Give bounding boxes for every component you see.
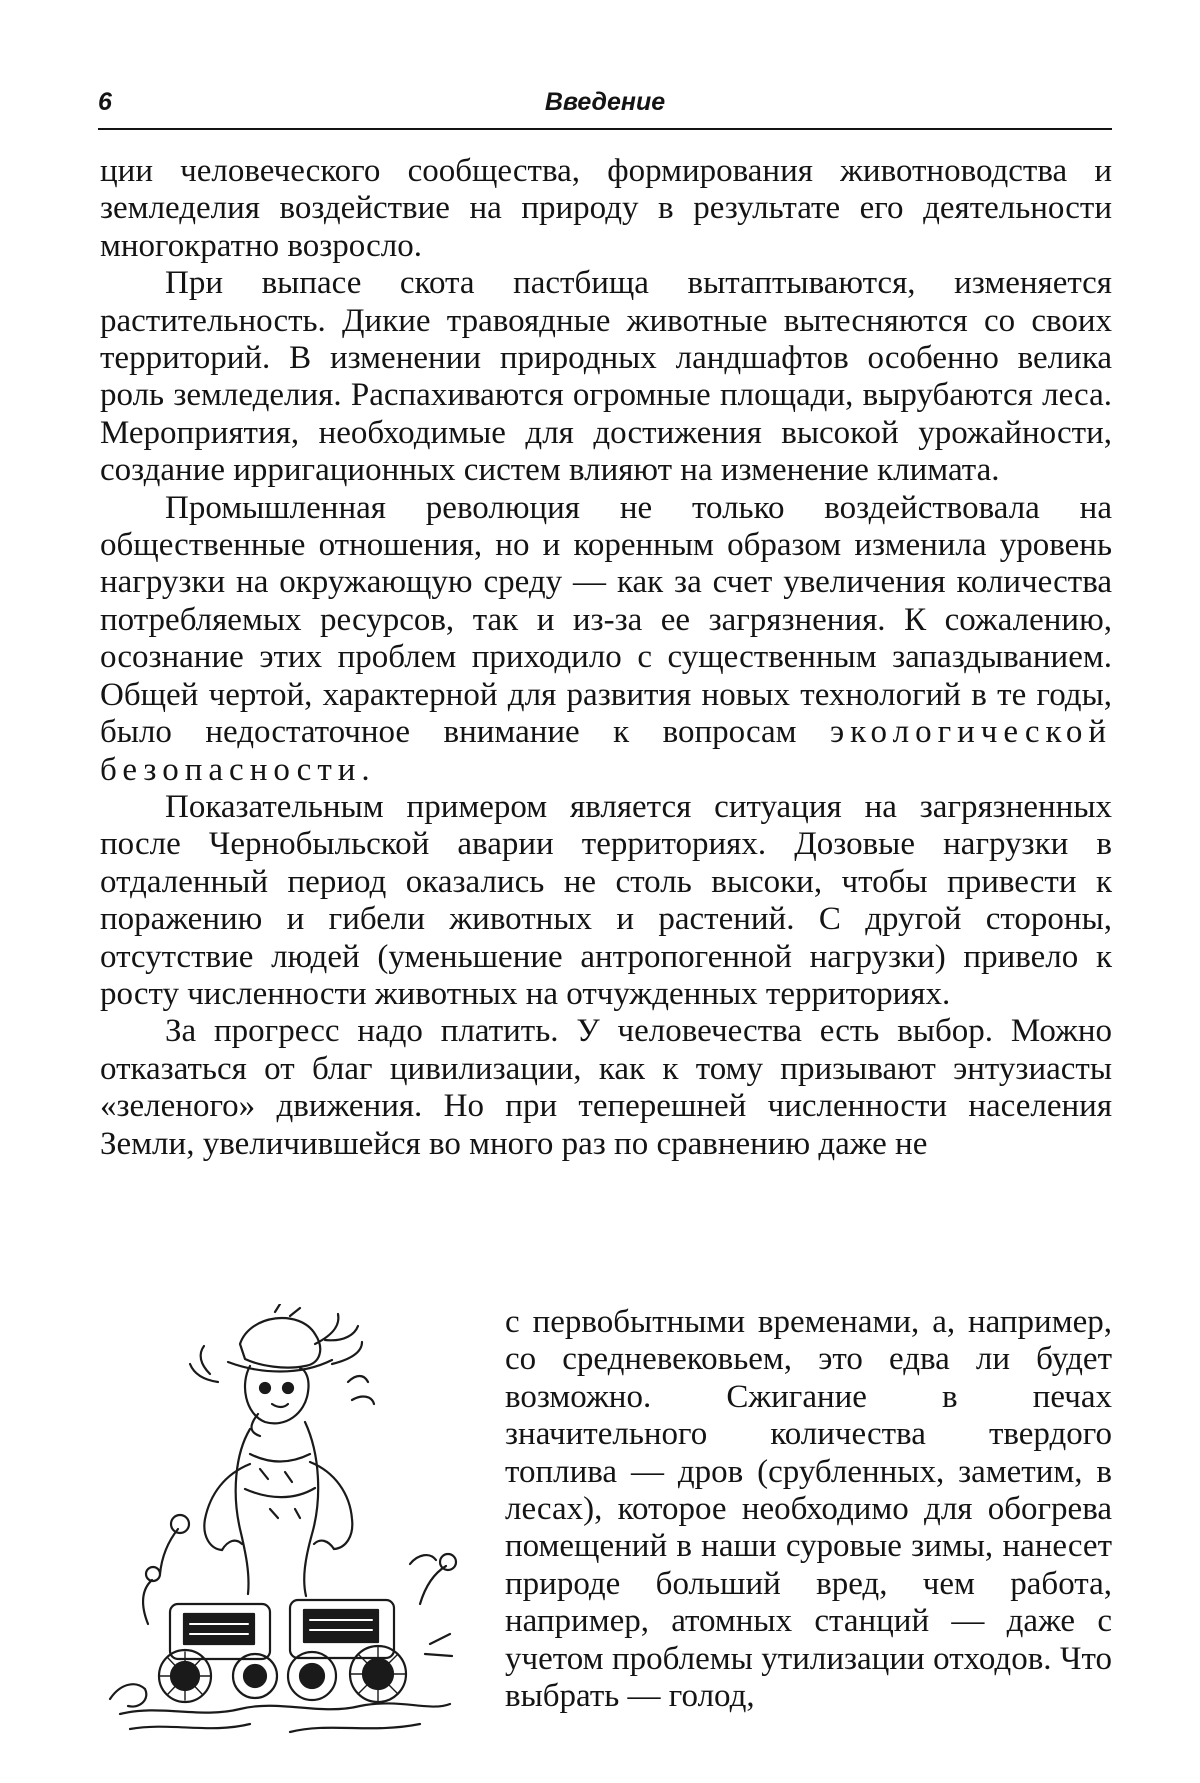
paragraph-3-end: . (361, 751, 370, 788)
paragraph-2: При выпасе скота пастбища вытаптываются, изменяется растительность. Дикие травоядные животные вытесняются со своих территорий. В изменении природных ландшафтов особенно велика роль земледелия. Распахиваются огромные площади, вырубаются леса. Мероприятия, необходимые для достижения высокой урожайности, создание ирригационных систем влияют на изменение климата. (100, 265, 1112, 489)
paragraph-5-wrapped: с первобытными временами, а, например, со средневековьем, это едва ли будет возможно. Сжигание в печах значительного количества твердого топлива — дров (срубленных, заметим, в лесах), которое необходимо для обогрева помещений в наши суровые зимы, нанесет природе больший вред, чем работа, например, атомных станций — даже с учетом проблемы утилизации отходов. Что выбрать — голод, (505, 1304, 1112, 1715)
header-rule (98, 128, 1112, 130)
emphasis-ecological-safety: экологической безопасности (100, 714, 1112, 788)
paragraph-3-text: Промышленная революция не только воздействовала на общественные отношения, но и коренным образом изменила уровень нагрузки на окружающую среду — как за счет увеличения количества потребляемых ресурсов, так и из-за ее загрязнения. К сожалению, осознание этих проблем приходило с существенным запаздыванием. Общей чертой, характерной для развития новых технологий в те годы, было недостаточное внимание к вопросам (100, 489, 1112, 751)
paragraph-1: ции человеческого сообщества, формирования животноводства и земледелия воздействие на природу в результате его деятельности многократно возросло. (100, 153, 1112, 264)
cartoon-tractor-figure-icon (100, 1304, 460, 1744)
main-text (100, 153, 1112, 1163)
running-title: Введение (544, 88, 666, 116)
paragraph-3 (100, 490, 1112, 789)
paragraph-4: Показательным примером является ситуация на загрязненных после Чернобыльской аварии территориях. Дозовые нагрузки в отдаленный период оказались не столь высоки, чтобы привести к поражению и гибели животных и растений. С другой стороны, отсутствие людей (уменьшение антропогенной нагрузки) привело к росту численности животных на отчужденных территориях. (100, 788, 1112, 1012)
paragraph-5: За прогресс надо платить. У человечества есть выбор. Можно отказаться от благ цивилизации, как к тому призывают энтузиасты «зеленого» движения. Но при теперешней численности населения Земли, увеличившейся во много раз по сравнению даже не (100, 1013, 1112, 1162)
page-number: 6 (98, 88, 112, 116)
running-head (98, 86, 1112, 126)
